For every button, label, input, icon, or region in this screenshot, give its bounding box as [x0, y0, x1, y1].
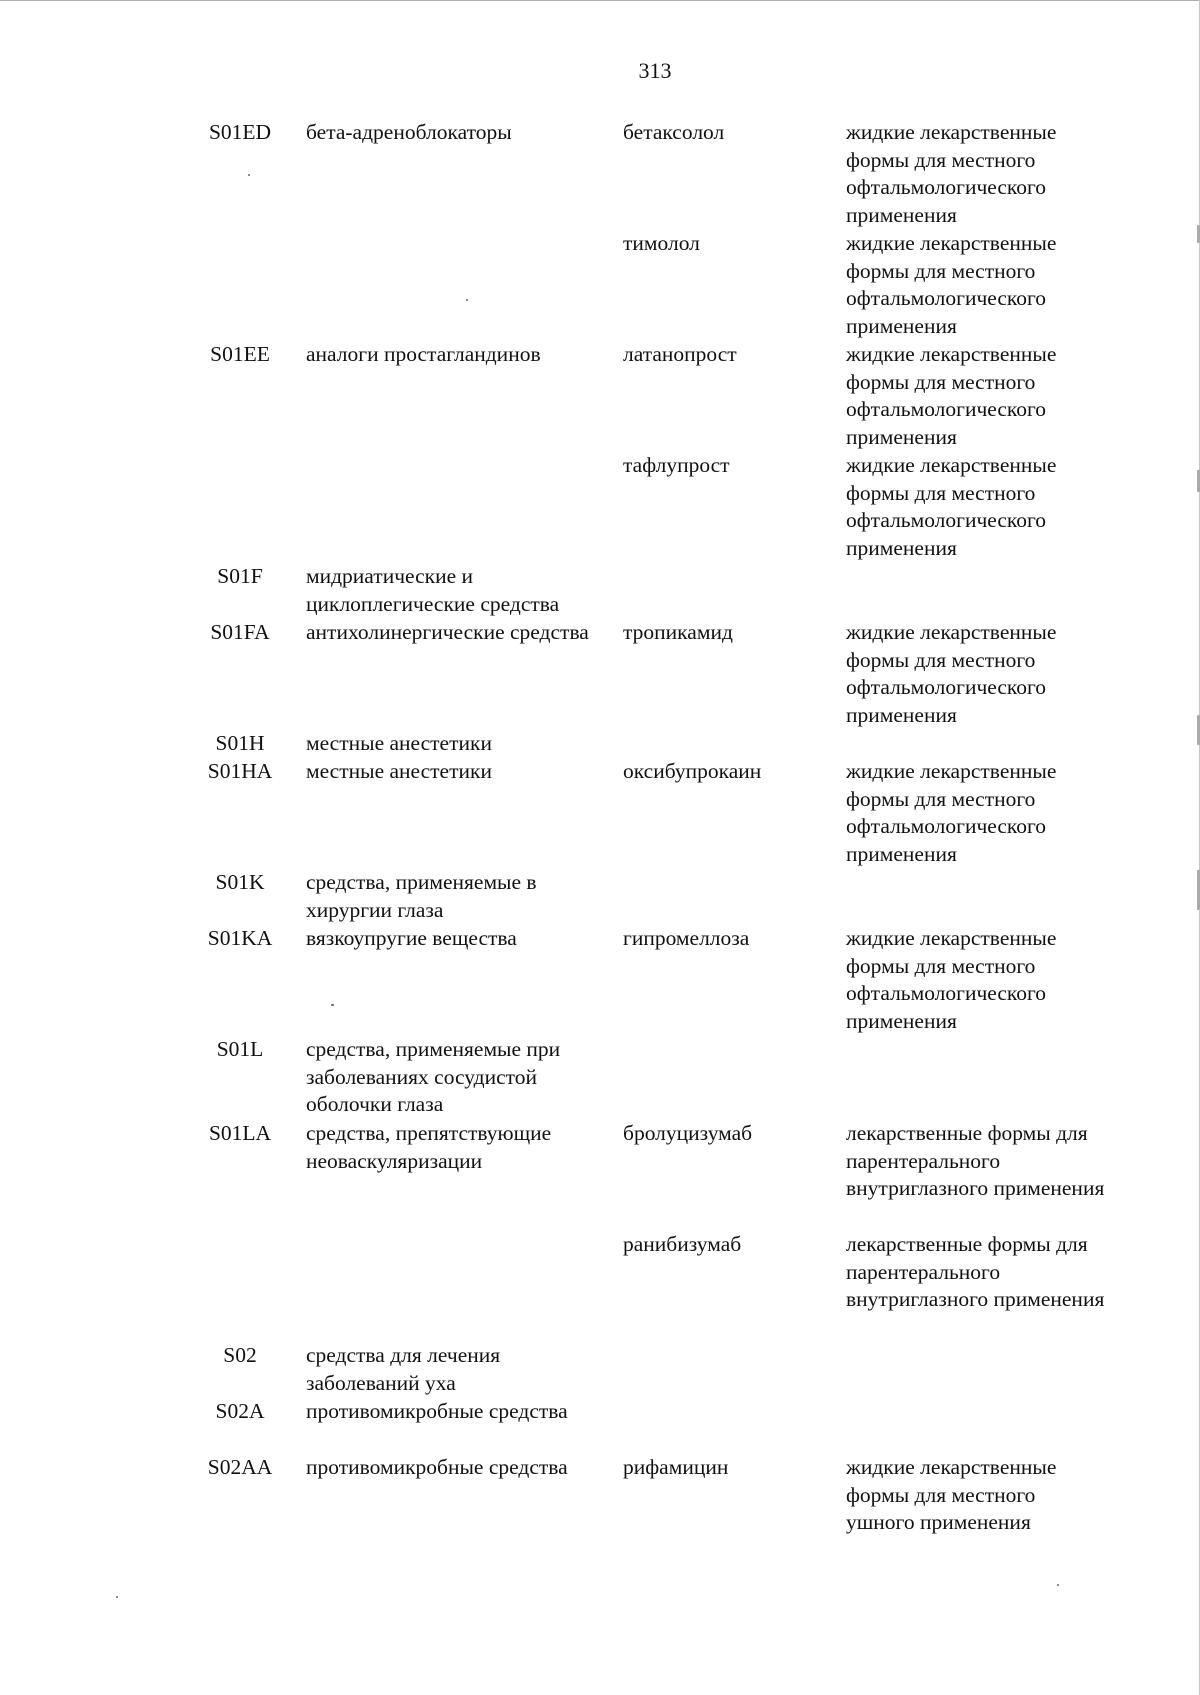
group-name: вязкоупругие вещества: [306, 926, 517, 950]
dosage-form: лекарственные формы для парентерального внутриглазного применения: [846, 1121, 1105, 1201]
group-name: местные анестетики: [306, 731, 492, 755]
atc-code: S01KA: [207, 926, 273, 950]
drug-name: ранибизумаб: [623, 1232, 742, 1256]
dosage-form: жидкие лекарственные формы для местного офтальмологического применения: [846, 231, 1057, 338]
atc-code: S02: [223, 1343, 257, 1367]
atc-code: S01K: [215, 870, 265, 894]
group-name: антихолинергические средства: [306, 620, 589, 644]
group-name: местные анестетики: [306, 759, 492, 783]
atc-code: S01LA: [208, 1121, 272, 1145]
page-edge-top: [0, 0, 1200, 1]
dosage-form: жидкие лекарственные формы для местного офтальмологического применения: [846, 453, 1057, 560]
dosage-form: жидкие лекарственные формы для местного офтальмологического применения: [846, 759, 1057, 866]
group-name: противомикробные средства: [306, 1455, 568, 1479]
dosage-form: жидкие лекарственные формы для местного офтальмологического применения: [846, 342, 1057, 449]
group-name: противомикробные средства: [306, 1399, 568, 1423]
group-name: средства, применяемые в хирургии глаза: [306, 870, 537, 922]
group-name: аналоги простагландинов: [306, 342, 541, 366]
drug-name: латанопрост: [623, 342, 737, 366]
page-number: 313: [638, 58, 672, 83]
atc-code: S01ED: [208, 120, 272, 144]
drug-name: бролуцизумаб: [623, 1121, 753, 1145]
drug-name: тимолол: [623, 231, 700, 255]
atc-code: S01H: [215, 731, 265, 755]
dosage-form: жидкие лекарственные формы для местного офтальмологического применения: [846, 926, 1057, 1033]
atc-code: S01L: [216, 1037, 264, 1061]
drug-name: рифамицин: [623, 1455, 729, 1479]
dosage-form: жидкие лекарственные формы для местного офтальмологического применения: [846, 620, 1057, 727]
atc-code: S01FA: [210, 620, 270, 644]
drug-name: гипромеллоза: [623, 926, 750, 950]
drug-name: бетаксолол: [623, 120, 725, 144]
atc-code: S02A: [215, 1399, 265, 1423]
dosage-form: жидкие лекарственные формы для местного ушного применения: [846, 1455, 1057, 1535]
group-name: средства для лечения заболеваний уха: [306, 1343, 501, 1395]
drug-name: тафлупрост: [623, 453, 730, 477]
group-name: средства, препятствующие неоваскуляризации: [306, 1121, 552, 1173]
atc-code: S01EE: [210, 342, 270, 366]
atc-code: S01F: [217, 564, 263, 588]
group-name: мидриатические и циклоплегические средства: [306, 564, 560, 616]
drug-name: тропикамид: [623, 620, 733, 644]
group-name: бета-адреноблокаторы: [306, 120, 512, 144]
dosage-form: лекарственные формы для парентерального внутриглазного применения: [846, 1232, 1105, 1312]
group-name: средства, применяемые при заболеваниях сосудистой оболочки глаза: [306, 1037, 561, 1117]
atc-code: S02AA: [207, 1455, 273, 1479]
dosage-form: жидкие лекарственные формы для местного офтальмологического применения: [846, 120, 1057, 227]
atc-code: S01HA: [207, 759, 273, 783]
drug-name: оксибупрокаин: [623, 759, 762, 783]
